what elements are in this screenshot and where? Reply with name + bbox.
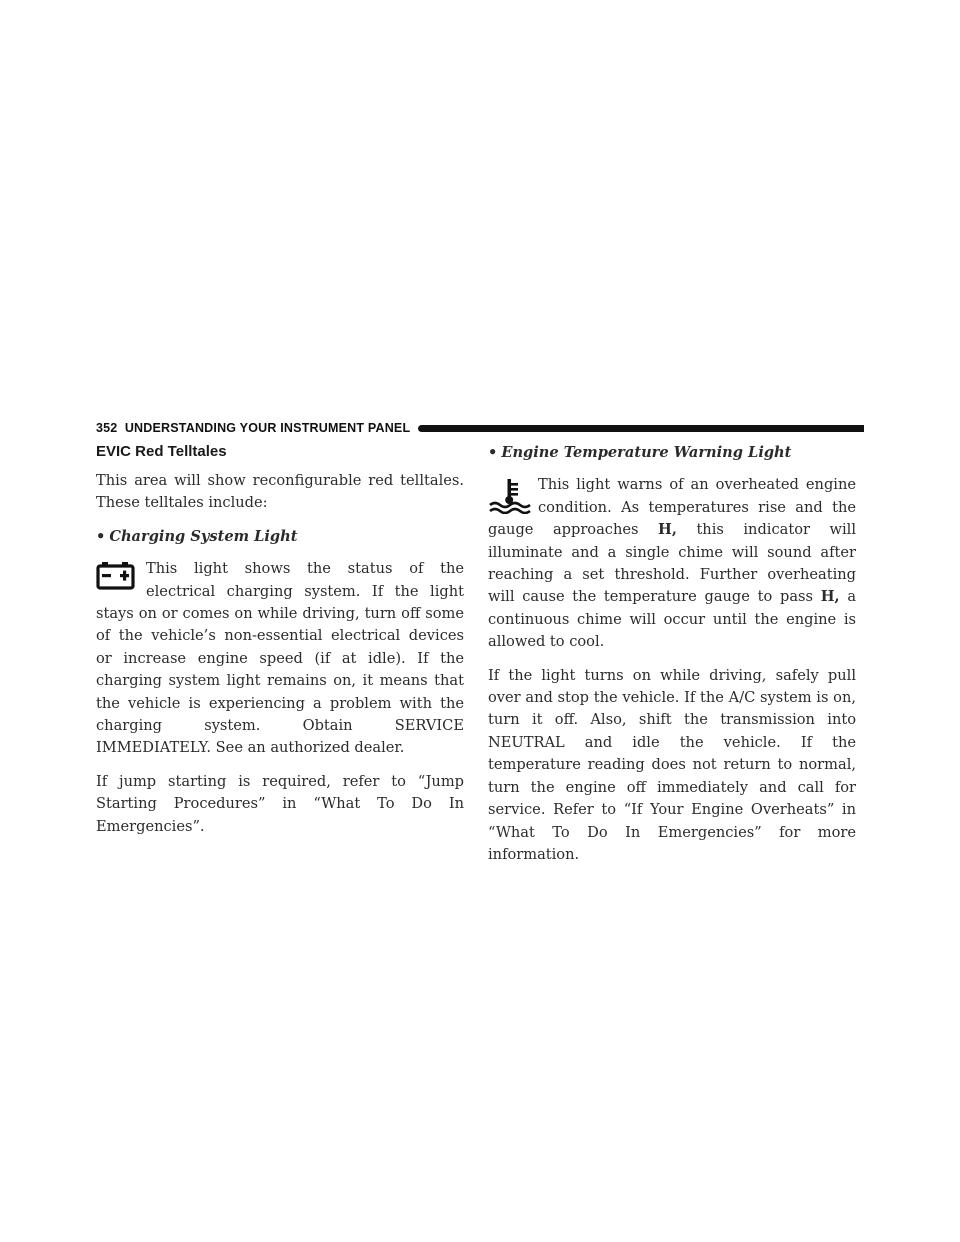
- section-title: UNDERSTANDING YOUR INSTRUMENT PANEL: [124, 421, 411, 435]
- header-rule: [418, 425, 864, 432]
- jump-start-paragraph: If jump starting is required, refer to “Jump Starting Procedures” in “What To Do In Emergencies”.: [96, 772, 464, 835]
- bullet-engine-temperature: • Engine Temperature Warning Light: [488, 444, 792, 461]
- temperature-description: This light warns of an overheated engine condition. As temperatures rise and the gauge approaches H, this indicator will illuminate and a single chime will sound after reaching a set threshold. Further overheating will cause the temperature gauge to pass H, a continuous chime will occur until the engine is allowed to cool.: [488, 476, 857, 651]
- gauge-h-reference: H,: [820, 588, 840, 606]
- page-number: 352 UNDERSTANDING YOUR INSTRUMENT PANEL: [96, 421, 411, 435]
- coolant-temperature-icon: [488, 476, 532, 516]
- bullet-label: Engine Temperature Warning Light: [501, 444, 792, 461]
- right-column: [488, 440, 856, 877]
- charging-description: This light shows the status of the electrical charging system. If the light stays on or comes on while driving, turn off some of the vehicle’s non-essential electrical devices or increase engine speed (if at idle). If the charging system light remains on, it means that the vehicle is experiencing a problem with the charging system. Obtain SERVICE IMMEDIATELY. See an authorized dealer.: [96, 560, 464, 757]
- bullet-label: Charging System Light: [109, 527, 298, 545]
- gauge-h-reference: H,: [658, 521, 677, 539]
- intro-paragraph: This area will show reconfigurable red telltales. These telltales include:: [96, 472, 464, 512]
- bullet-charging-system: • Charging System Light: [96, 527, 298, 545]
- battery-icon: [96, 560, 140, 600]
- section-heading: EVIC Red Telltales: [96, 443, 227, 460]
- left-column: [96, 440, 464, 849]
- page-header: [96, 418, 864, 438]
- driving-paragraph: If the light turns on while driving, safely pull over and stop the vehicle. If the A/C system is on, turn it off. Also, shift the transmission into NEUTRAL and idle the vehicle. If the temperature reading does not return to normal, turn the engine off immediately and call for service. Refer to “If Your Engine Overheats” in “What To Do In Emergencies” for more information.: [488, 666, 856, 863]
